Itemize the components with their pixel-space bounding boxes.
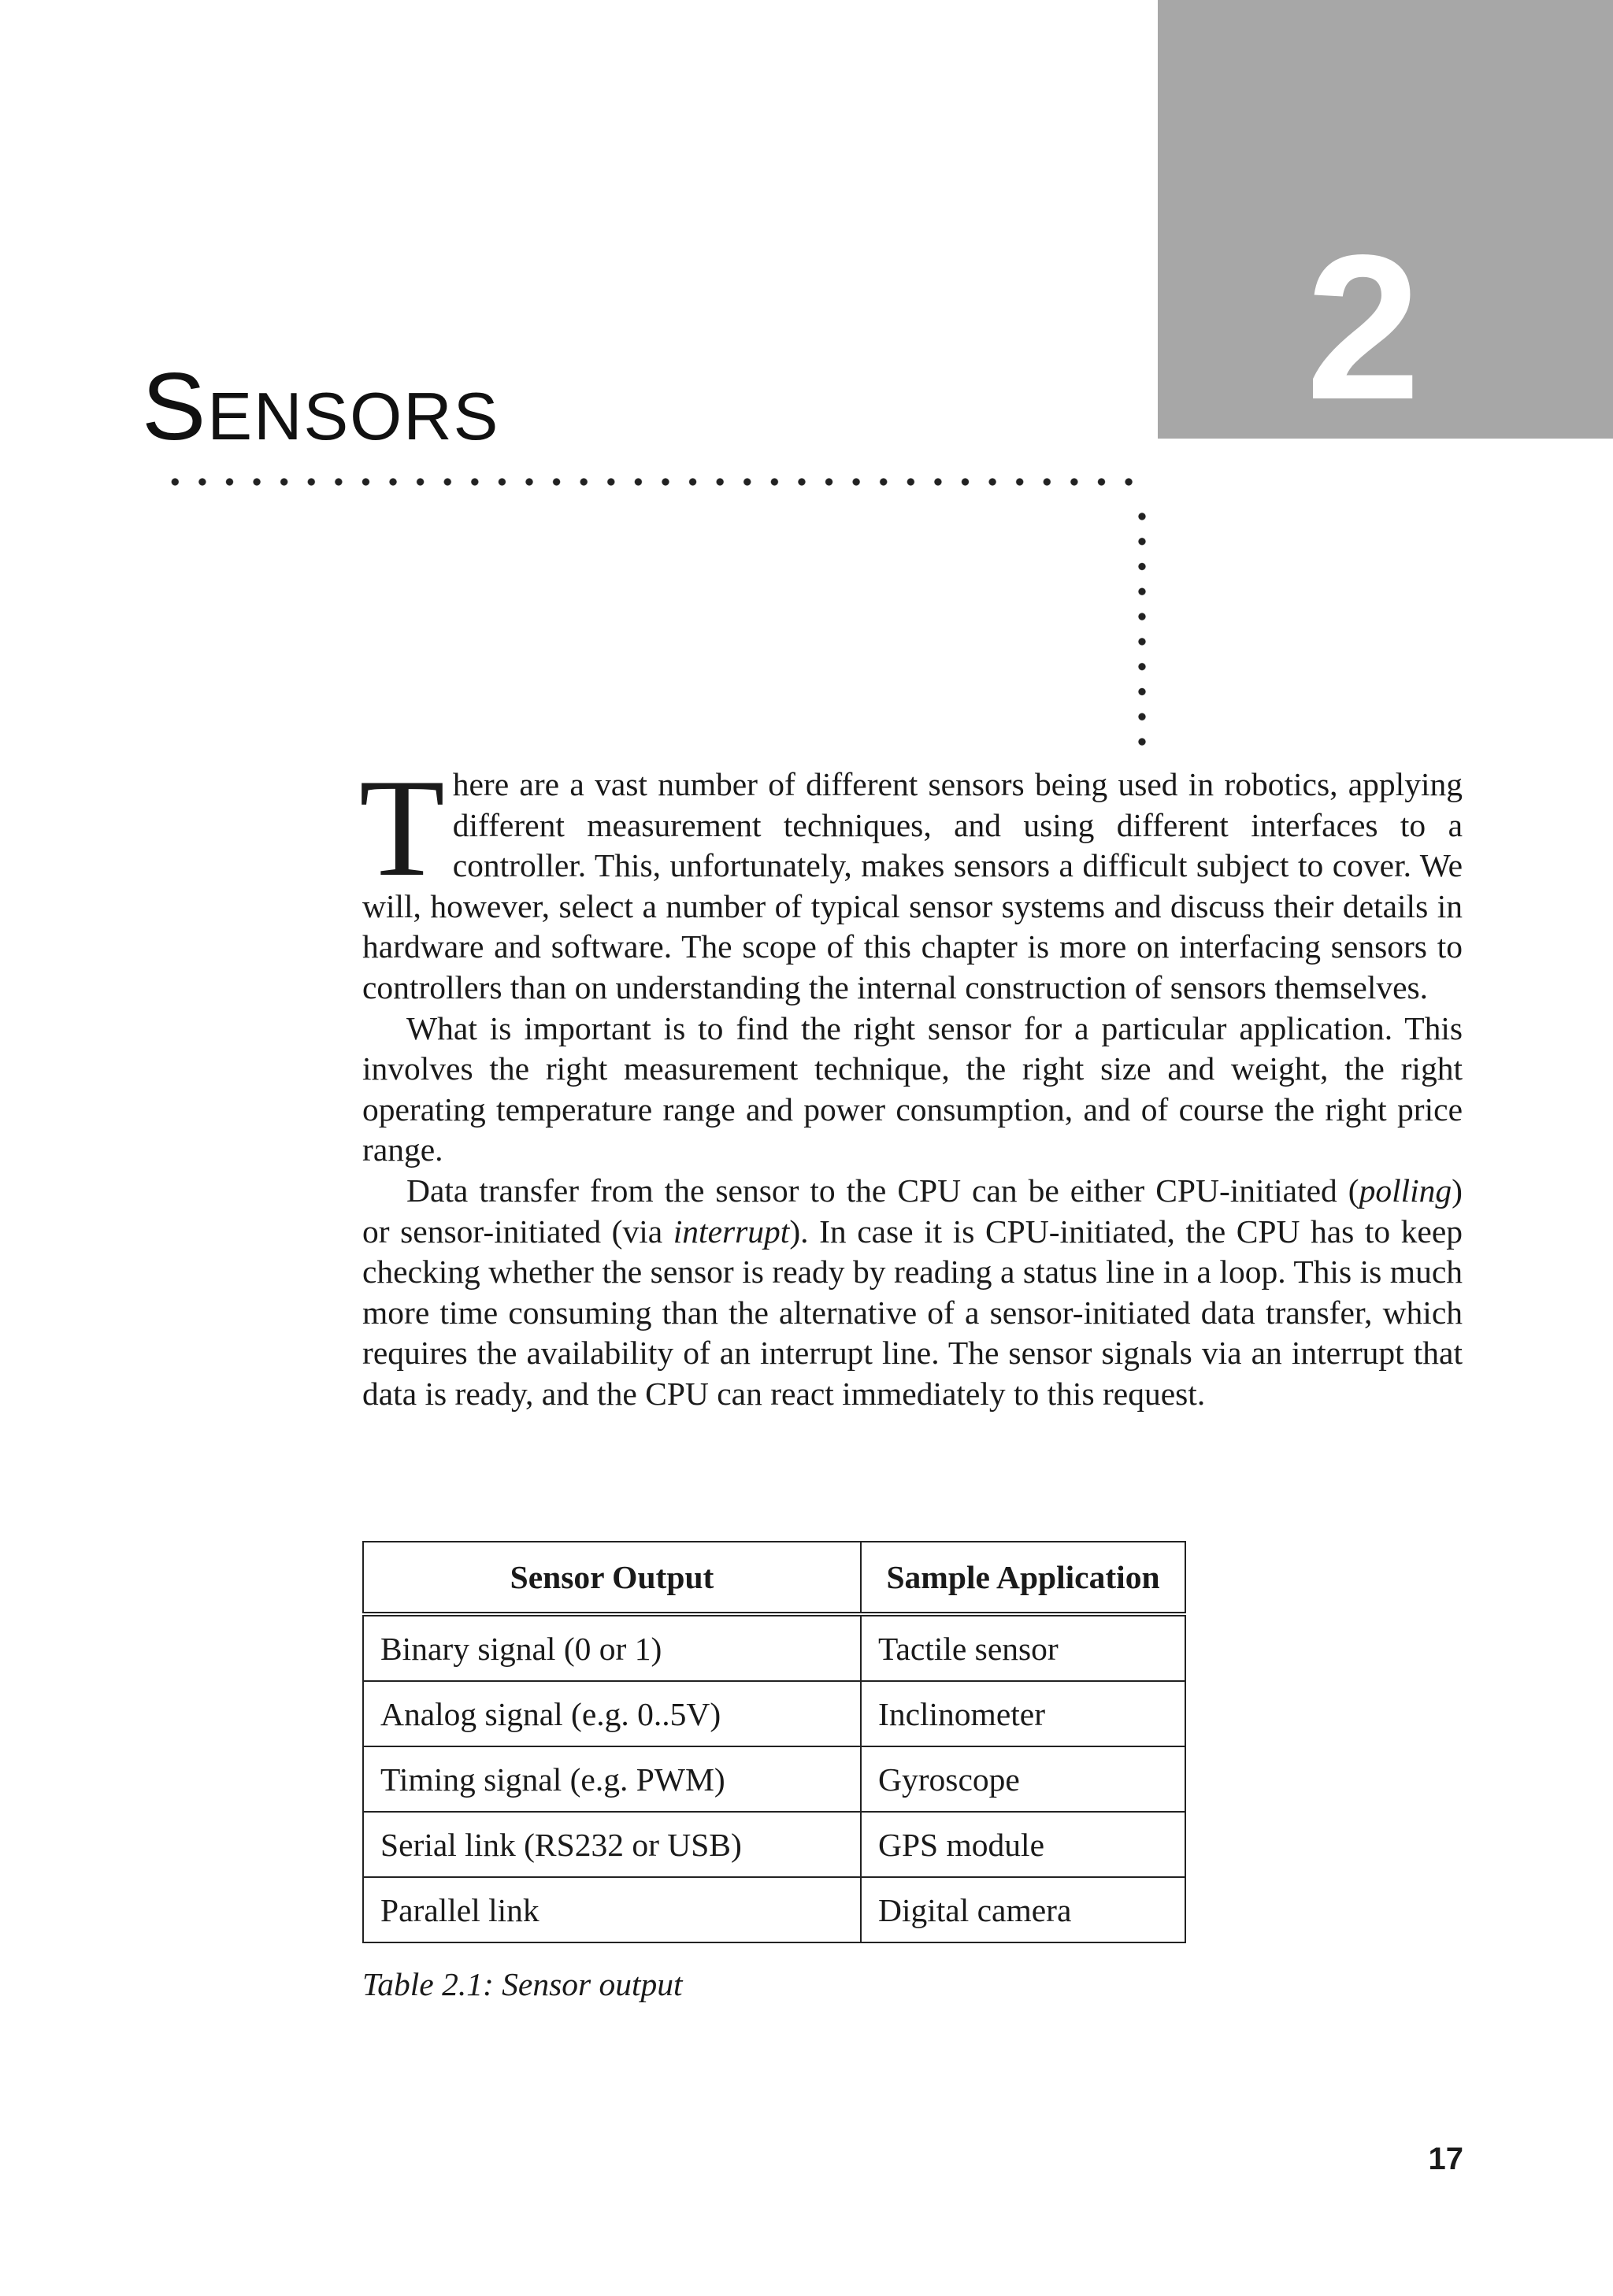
paragraph-1 (359, 750, 1463, 1009)
table-cell-output: Timing signal (e.g. PWM) (363, 1746, 861, 1812)
paragraph-3-part-c: ). In case it is CPU-initiated, the CPU has to keep checking whether the sensor is ready by reading a status line in a loop. This is much more time consuming than the alternative of a sensor-initiated data transfer, which requires the availability of an interrupt line. The sensor signals via an interrupt that data is ready, and the CPU can react immediately to this request. (362, 1213, 1463, 1412)
column-header-sensor-output: Sensor Output (363, 1542, 861, 1614)
column-header-sample-application: Sample Application (861, 1542, 1185, 1614)
dotted-rule-vertical (1137, 504, 1147, 754)
table-cell-output: Analog signal (e.g. 0..5V) (363, 1681, 861, 1746)
table-header-row (363, 1542, 1185, 1614)
chapter-intro-text (359, 750, 1463, 1415)
table-cell-output: Serial link (RS232 or USB) (363, 1812, 861, 1877)
table-row (363, 1681, 1185, 1746)
table-cell-application: Gyroscope (861, 1746, 1185, 1812)
table-row (363, 1877, 1185, 1942)
paragraph-3 (362, 1171, 1463, 1415)
table-caption: Table 2.1: Sensor output (362, 1966, 683, 2002)
table-row (363, 1746, 1185, 1812)
table-cell-application: Digital camera (861, 1877, 1185, 1942)
table-row (363, 1812, 1185, 1877)
term-interrupt: interrupt (673, 1213, 790, 1250)
paragraph-2: What is important is to find the right sensor for a particular application. This involves the right measurement technique, the right size and weight, the right operating temperature range and power consumption, and of course the right price range. (362, 1009, 1463, 1168)
sensor-output-table (362, 1541, 1186, 1943)
chapter-number-block (1158, 0, 1613, 443)
table-row (363, 1614, 1185, 1681)
paragraph-3-part-a: Data transfer from the sensor to the CPU can be either CPU-initiated ( (406, 1172, 1359, 1209)
table-cell-application: GPS module (861, 1812, 1185, 1877)
paragraph-1-text: here are a vast number of different sensors being used in robotics, applying different measurement techniques, and using different interfaces to a controller. This, unfortunately, makes sensors a difficult subject to cover. We will, however, select a number of typical sensor systems and discuss their details in hardware and software. The scope of this chapter is more on interfacing sensors to controllers than on understanding the internal construction of sensors themselves. (362, 766, 1463, 1005)
table-cell-application: Tactile sensor (861, 1614, 1185, 1681)
dotted-rule-horizontal (161, 477, 1143, 487)
table-cell-application: Inclinometer (861, 1681, 1185, 1746)
term-polling: polling (1359, 1172, 1452, 1209)
table-cell-output: Binary signal (0 or 1) (363, 1614, 861, 1681)
table-cell-output: Parallel link (363, 1877, 861, 1942)
drop-cap: T (359, 750, 445, 905)
page-number: 17 (1428, 2142, 1463, 2176)
paragraph-3-part-b: ) or sensor-initiated (via (362, 1172, 1463, 1250)
chapter-title: Sensors (142, 353, 500, 460)
chapter-number: 2 (1306, 212, 1421, 443)
